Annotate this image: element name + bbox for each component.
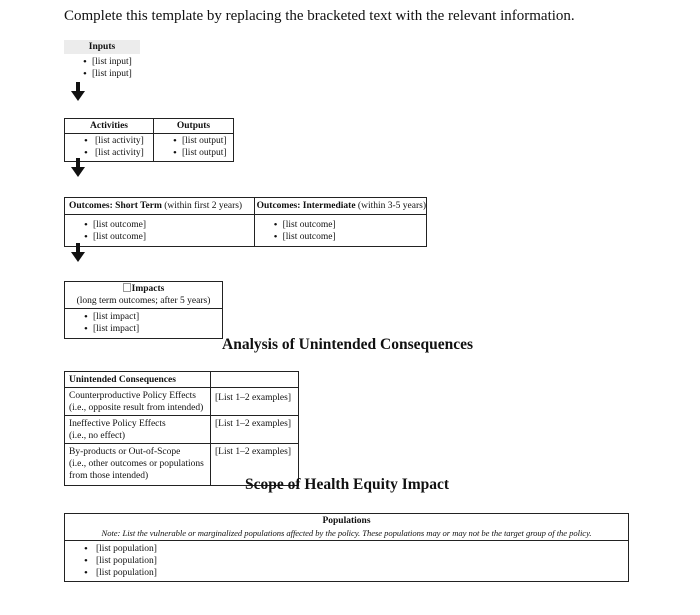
activities-list: [65, 135, 153, 159]
list-item: • [list outcome]: [255, 231, 426, 243]
outcomes-short-title: Outcomes: Short Term: [69, 201, 162, 211]
list-item: • [list output]: [154, 147, 233, 159]
list-item: • [list outcome]: [255, 219, 426, 231]
list-item: • [list impact]: [65, 311, 222, 323]
equity-section-title: Scope of Health Equity Impact: [245, 476, 450, 493]
down-arrow-icon: [70, 243, 86, 263]
checkbox-icon: [123, 283, 131, 292]
row-label: Counterproductive Policy Effects: [69, 391, 196, 401]
impacts-subheader: (long term outcomes; after 5 years): [76, 296, 211, 306]
outcomes-intermediate-list: [255, 219, 426, 243]
table-row: [65, 388, 299, 416]
outcomes-table: [64, 197, 427, 247]
down-arrow-icon: [70, 158, 86, 178]
populations-note: Note: List the vulnerable or marginalized populations affected by the policy. These populations may or may not be the target group of the policy.: [101, 528, 592, 538]
list-item: • [list population]: [65, 555, 628, 567]
list-item: • [list input]: [64, 68, 204, 80]
list-item: • [list population]: [65, 543, 628, 555]
list-item: • [list population]: [65, 567, 628, 579]
list-item: • [list output]: [154, 135, 233, 147]
row-sublabel: (i.e., other outcomes or populations from those intended): [69, 459, 204, 481]
outcomes-short-note: (within first 2 years): [164, 201, 243, 211]
inputs-list: [64, 56, 204, 80]
outcomes-intermediate-title: Outcomes: Intermediate: [256, 201, 356, 211]
list-item: • [list input]: [64, 56, 204, 68]
inputs-header: Inputs: [64, 40, 140, 54]
outputs-header: Outputs: [154, 119, 234, 134]
impacts-table: [64, 281, 223, 339]
row-value: [List 1–2 examples]: [211, 388, 299, 416]
outputs-list: [154, 135, 233, 159]
row-value: [List 1–2 examples]: [211, 416, 299, 444]
impacts-title: Impacts: [131, 284, 165, 294]
outcomes-intermediate-header: [254, 198, 426, 215]
list-item: • [list activity]: [65, 147, 153, 159]
populations-list: [65, 543, 628, 579]
unintended-table: [64, 371, 299, 486]
outcomes-short-header: [65, 198, 255, 215]
outcomes-intermediate-note: (within 3-5 years): [357, 201, 426, 211]
instructions-text: Complete this template by replacing the bracketed text with the relevant information.: [64, 8, 575, 24]
row-sublabel: (i.e., opposite result from intended): [69, 403, 204, 413]
row-sublabel: (i.e., no effect): [69, 431, 126, 441]
list-item: • [list outcome]: [65, 231, 254, 243]
activities-outputs-table: [64, 118, 234, 162]
unintended-header: Unintended Consequences: [65, 372, 211, 388]
list-item: • [list activity]: [65, 135, 153, 147]
list-item: • [list outcome]: [65, 219, 254, 231]
down-arrow-icon: [70, 82, 86, 102]
list-item: • [list impact]: [65, 323, 222, 335]
inputs-block: [64, 40, 204, 80]
impacts-list: [65, 311, 222, 335]
row-value: [List 1–2 examples]: [211, 444, 299, 486]
activities-header: Activities: [65, 119, 154, 134]
row-label: Ineffective Policy Effects: [69, 419, 166, 429]
populations-table: [64, 513, 629, 582]
table-row: [65, 416, 299, 444]
populations-header: Populations: [322, 516, 371, 526]
outcomes-short-list: [65, 219, 254, 243]
row-label: By-products or Out-of-Scope: [69, 447, 181, 457]
impacts-header: [65, 283, 222, 295]
unintended-section-title: Analysis of Unintended Consequences: [222, 336, 474, 353]
